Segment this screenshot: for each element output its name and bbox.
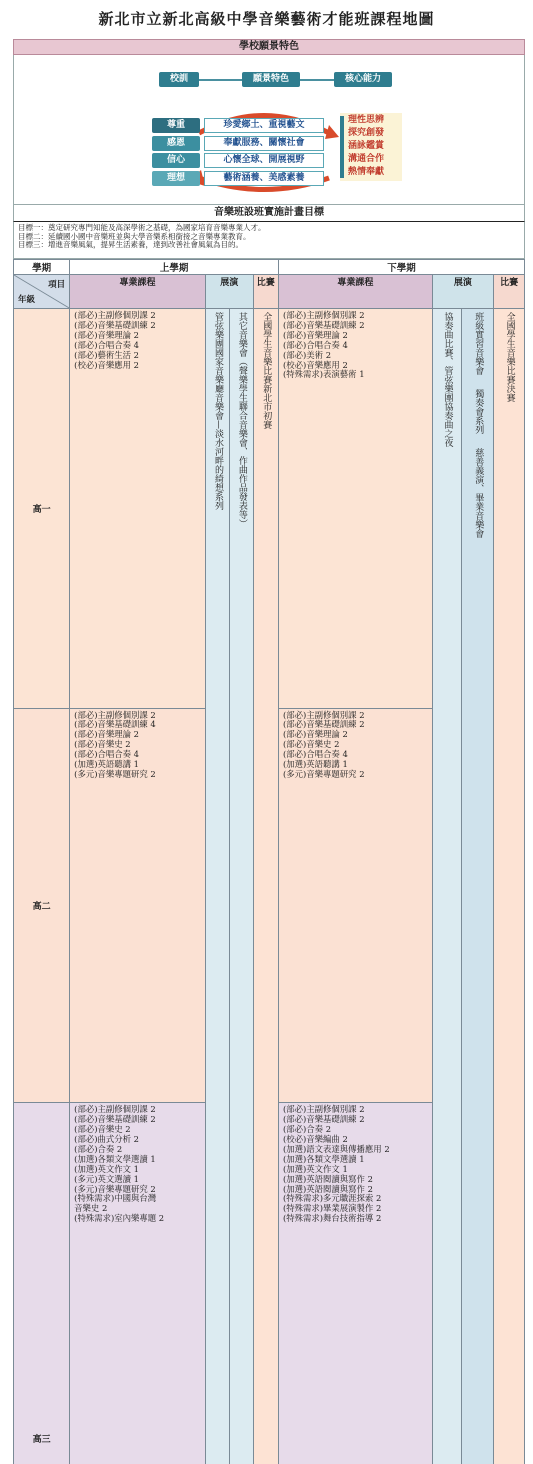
course-item: (部必)藝術生活 2 [74,351,205,361]
first-competition: 全國學生音樂比賽新北市初賽 [253,309,278,1464]
course-item: (校必)音樂應用 2 [283,361,432,371]
vision-diagram [13,55,525,205]
first-perf-b: 其它音樂會（聲樂學生聯合音樂會、作曲作品發表等） [230,309,253,1464]
comp-header-2: 比賽 [494,275,525,309]
course-item: (加選)英語聽講 1 [283,760,432,770]
course-item: (部必)音樂基礎訓練 2 [74,1115,205,1125]
curriculum-table [13,259,525,1464]
semester-label: 學期 [14,260,70,275]
perf-header-2: 展演 [432,275,493,309]
goals-list [13,221,525,259]
course-item: (部必)主副修個別課 2 [283,711,432,721]
course-item: (校必)音樂編曲 2 [283,1135,432,1145]
course-item: (加選)各類文學選讀 1 [74,1155,205,1165]
year-1-second-courses [279,309,433,709]
course-item: (部必)主副修個別課 2 [74,311,205,321]
first-perf-a: 管弦樂團國家音樂廳音樂會—淡水河畔的綺想系列 [205,309,229,1464]
course-item: (部必)音樂理論 2 [283,331,432,341]
course-item: (部必)合唱合奏 4 [283,750,432,760]
core-ability-3: 涵詠鑑賞 [348,141,384,153]
course-item: (部必)主副修個別課 2 [74,1105,205,1115]
course-item: (多元)音樂專題研究 2 [283,770,432,780]
second-perf-b [462,309,494,1464]
year-1-label: 高一 [14,309,70,709]
course-item: (部必)合奏 2 [74,1145,205,1155]
course-item: (部必)合唱合奏 4 [74,341,205,351]
core-abilities-panel [340,113,402,181]
core-ability-4: 溝通合作 [348,154,384,166]
vision-pill: 願景特色 [242,72,300,87]
charity-graduation-concert: 慈善義演、畢業音樂會 [470,445,485,541]
course-item: (部必)音樂理論 2 [74,730,205,740]
year-2-first-courses [70,708,206,1103]
year-2-label: 高二 [14,708,70,1103]
major-header-1: 專業課程 [70,275,206,309]
year-3-label: 高三 [14,1103,70,1464]
year-2-second-courses [279,708,433,1103]
class-recital: 班級實習音樂會 [470,309,485,378]
second-competition: 全國學生音樂比賽決賽 [494,309,525,1464]
grade-label: 年級 [18,293,35,305]
core-ability-2: 探究創發 [348,128,384,140]
motto-ideal: 理想 [152,171,200,186]
course-item: (加選)英語閱讀與寫作 2 [283,1175,432,1185]
course-item: (加選)各類文學選讀 1 [283,1155,432,1165]
course-item: (部必)合唱合奏 4 [74,750,205,760]
course-item: (部必)美術 2 [283,351,432,361]
course-item: (部必)音樂理論 2 [74,331,205,341]
solo-recital-series: 獨奏會系列 [470,386,485,437]
course-item: (部必)音樂基礎訓練 4 [74,720,205,730]
second-perf-a: 協奏曲比賽、管弦樂團協奏曲之夜 [432,309,462,1464]
year-3-first-courses [70,1103,206,1464]
first-semester-header: 上學期 [70,260,279,275]
goals-header: 音樂班設班實施計畫目標 [13,205,525,221]
perf-header-1: 展演 [205,275,253,309]
course-item: (部必)主副修個別課 2 [283,1105,432,1115]
course-item: (部必)音樂史 2 [74,740,205,750]
course-item: (特殊需求)畢業展演製作 2 [283,1204,432,1214]
core-ability-5: 熱情奉獻 [348,167,384,179]
vision-item-2: 奉獻服務、關懷社會 [204,136,324,151]
vision-item-1: 珍愛鄉土、重視藝文 [204,118,324,133]
course-item: (加選)英文作文 1 [74,1165,205,1175]
course-item: (部必)音樂基礎訓練 2 [74,321,205,331]
course-item: (部必)合唱合奏 4 [283,341,432,351]
course-item: (部必)音樂理論 2 [283,730,432,740]
course-item: (多元)音樂專題研究 2 [74,770,205,780]
course-item: (部必)曲式分析 2 [74,1135,205,1145]
year-1-first-courses [70,309,206,709]
course-item: (特殊需求)表演藝術 1 [283,370,432,380]
motto-pill: 校訓 [159,72,199,87]
course-item: (特殊需求)多元職涯探索 2 [283,1194,432,1204]
core-ability-1: 理性思辨 [348,115,384,127]
vision-item-3: 心懷全球、開展視野 [204,153,324,168]
comp-header-1: 比賽 [253,275,278,309]
course-item: (特殊需求)中國與台灣 [74,1194,205,1204]
course-item: (部必)音樂史 2 [283,740,432,750]
course-item: (部必)主副修個別課 2 [283,311,432,321]
vision-header: 學校願景特色 [13,39,525,55]
motto-confidence: 信心 [152,153,200,168]
course-item: (部必)音樂基礎訓練 2 [283,321,432,331]
motto-respect: 尊重 [152,118,200,133]
course-item: (加選)英語聽講 1 [74,760,205,770]
course-item: (多元)英文選讀 1 [74,1175,205,1185]
corner-cell [14,275,70,309]
vision-item-4: 藝術涵養、美感素養 [204,171,324,186]
year-3-second-courses [279,1103,433,1464]
motto-gratitude: 感恩 [152,136,200,151]
second-semester-header: 下學期 [279,260,525,275]
course-item: (校必)音樂應用 2 [74,361,205,371]
course-item: (部必)音樂基礎訓練 2 [283,1115,432,1125]
goal-2: 目標二：延續國小國中音樂班並與大學音樂系相銜接之音樂專業教育。 [18,233,520,242]
item-label: 項目 [48,278,65,290]
course-item: (部必)主副修個別課 2 [74,711,205,721]
page-title: 新北市立新北高級中學音樂藝術才能班課程地圖 [0,8,533,29]
goal-1: 目標一：奠定研究專門知能及高深學術之基礎，為國家培育音樂專業人才。 [18,224,520,233]
course-item: (部必)合奏 2 [283,1125,432,1135]
course-item: (加選)英語閱讀與寫作 2 [283,1185,432,1195]
course-item: 音樂史 2 [74,1204,205,1214]
core-ability-pill: 核心能力 [334,72,392,87]
course-item: (部必)音樂史 2 [74,1125,205,1135]
course-item: (特殊需求)舞台技術指導 2 [283,1214,432,1224]
course-item: (多元)音樂專題研究 2 [74,1185,205,1195]
goal-3: 目標三：增進音樂風氣，提昇生活素養，達到改善社會風氣為目的。 [18,241,520,250]
course-item: (加選)語文表達與傳播應用 2 [283,1145,432,1155]
course-item: (加選)英文作文 1 [283,1165,432,1175]
major-header-2: 專業課程 [279,275,433,309]
course-item: (部必)音樂基礎訓練 2 [283,720,432,730]
course-item: (特殊需求)室內樂專題 2 [74,1214,205,1224]
